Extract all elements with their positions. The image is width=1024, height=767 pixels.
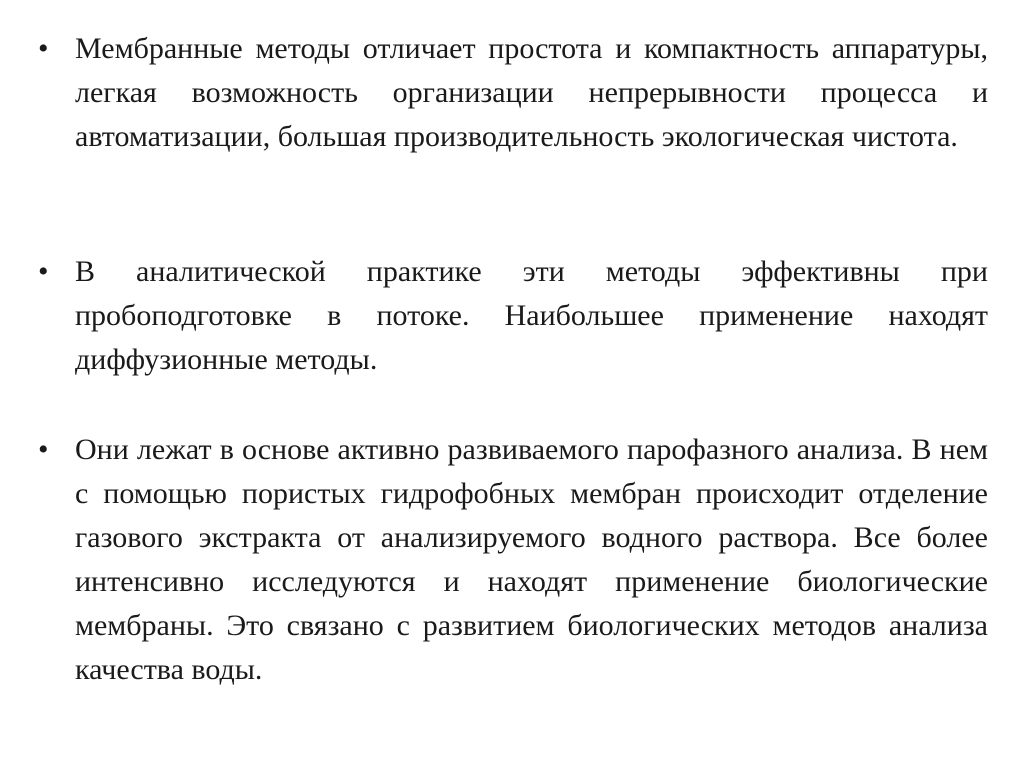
bullet-text: В аналитической практике эти методы эффективны при пробоподготовке в потоке. Наибольшее применение находят диффузионные методы.	[75, 255, 988, 376]
bullet-text: Мембранные методы отличает простота и компактность аппаратуры, легкая возможность организации непрерывности процесса и автоматизации, большая производительность экологическая чистота.	[75, 32, 988, 153]
bullet-marker: •	[38, 32, 49, 65]
bullet-marker: •	[38, 255, 49, 288]
bullet-marker: •	[38, 433, 49, 466]
bullet-text: Они лежат в основе активно развиваемого парофазного анализа. В нем с помощью пористых гидрофобных мембран происходит отделение газового экстракта от анализируемого водного раствора. Все более интенсивно исследуются и находят применение биологические мембраны. Это связано с развитием биологических методов анализа качества воды.	[75, 433, 988, 686]
